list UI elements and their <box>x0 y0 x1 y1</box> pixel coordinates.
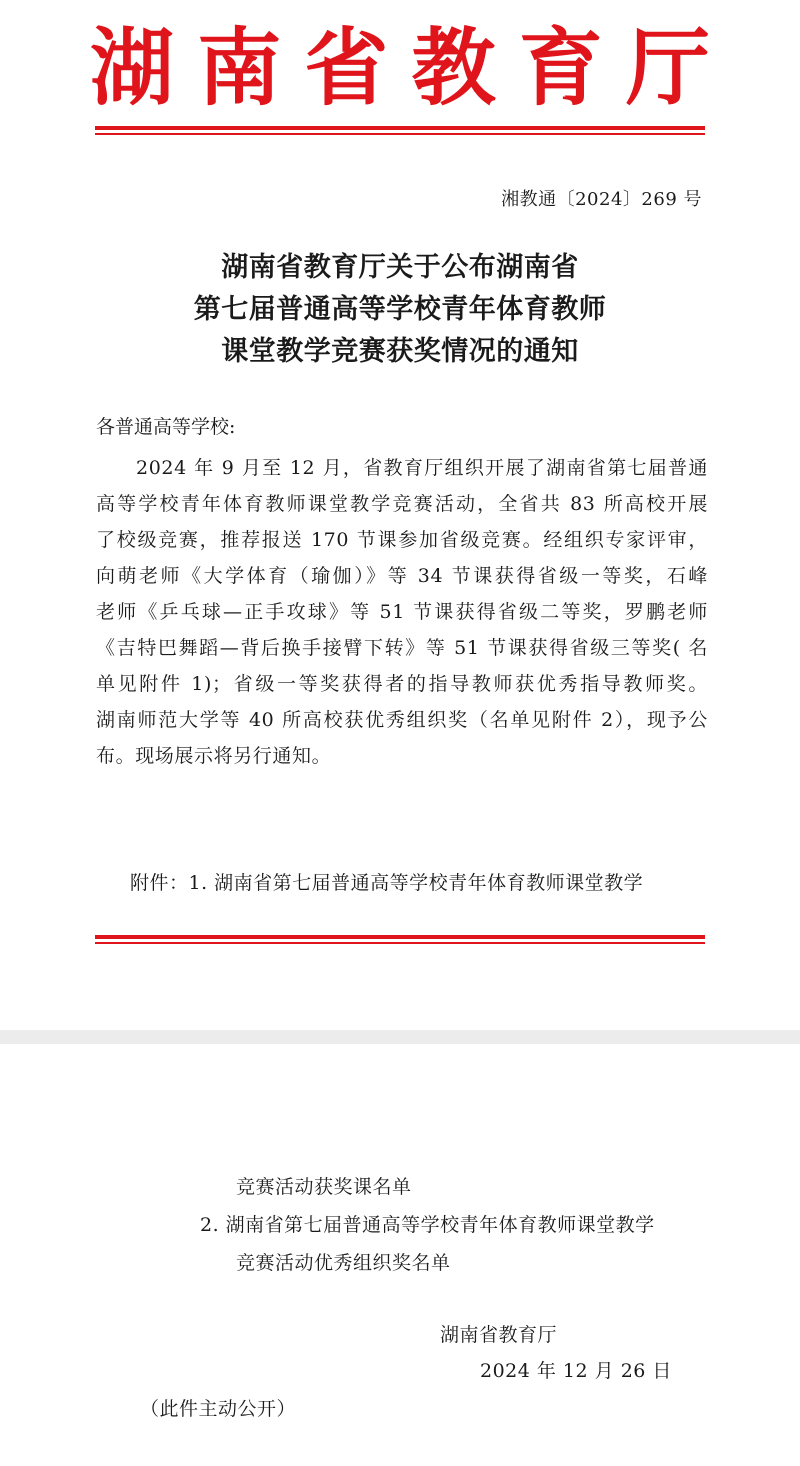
salutation: 各普通高等学校: <box>96 416 236 438</box>
document-title <box>0 247 800 373</box>
signature-organization: 湖南省教育厅 <box>440 1324 558 1346</box>
masthead-char: 育 <box>518 19 603 117</box>
signature-date: 2024 年 12 月 26 日 <box>480 1360 672 1382</box>
body-line: 老师《乒乓球—正手攻球》等 51 节课获得省级二等奖，罗鹏老师 <box>96 601 708 623</box>
masthead-char: 厅 <box>625 19 710 117</box>
masthead-char: 南 <box>197 19 282 117</box>
body-line: 湖南师范大学等 40 所高校获优秀组织奖（名单见附件 2），现予公 <box>96 709 708 731</box>
body-line: 高等学校青年体育教师课堂教学竞赛活动，全省共 83 所高校开展 <box>96 493 708 515</box>
masthead-char: 教 <box>411 19 496 117</box>
attachment-line: 竞赛活动优秀组织奖名单 <box>236 1252 451 1274</box>
masthead <box>90 14 710 122</box>
title-line: 课堂教学竞赛获奖情况的通知 <box>221 336 579 367</box>
attachment-line: 竞赛活动获奖课名单 <box>236 1176 412 1198</box>
body-paragraph <box>96 450 708 774</box>
title-line: 湖南省教育厅关于公布湖南省 <box>221 252 579 283</box>
masthead-rule <box>95 126 705 135</box>
footer-rule <box>95 935 705 944</box>
body-line: 单见附件 1)；省级一等奖获得者的指导教师获优秀指导教师奖。 <box>96 673 708 695</box>
attachment-line: 2. 湖南省第七届普通高等学校青年体育教师课堂教学 <box>200 1214 655 1236</box>
body-line: 了校级竞赛，推荐报送 170 节课参加省级竞赛。经组织专家评审， <box>96 529 708 551</box>
body-line: 2024 年 9 月至 12 月，省教育厅组织开展了湖南省第七届普通 <box>136 457 708 479</box>
attachment-line: 附件：1. 湖南省第七届普通高等学校青年体育教师课堂教学 <box>130 872 644 894</box>
masthead-char: 湖 <box>90 19 175 117</box>
document-number: 湘教通〔2024〕269 号 <box>501 189 702 210</box>
body-line: 布。现场展示将另行通知。 <box>96 745 332 767</box>
masthead-char: 省 <box>304 19 389 117</box>
disclosure-note: （此件主动公开） <box>140 1398 297 1420</box>
body-line: 《吉特巴舞蹈—背后换手接臂下转》等 51 节课获得省级三等奖( 名 <box>96 637 708 659</box>
title-line: 第七届普通高等学校青年体育教师 <box>193 294 607 325</box>
body-line: 向萌老师《大学体育（瑜伽）》等 34 节课获得省级一等奖，石峰 <box>96 565 708 587</box>
